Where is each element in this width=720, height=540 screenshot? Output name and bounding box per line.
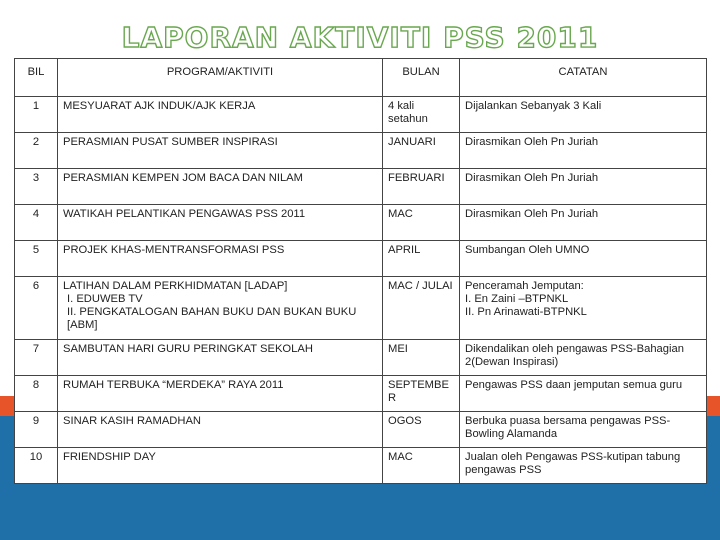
cell-bil: 4 xyxy=(15,205,58,241)
cell-catatan: Dikendalikan oleh pengawas PSS-Bahagian 2(Dewan Inspirasi) xyxy=(460,340,707,376)
table-row xyxy=(15,97,707,133)
cell-program: MESYUARAT AJK INDUK/AJK KERJA xyxy=(58,97,383,133)
cell-program: PROJEK KHAS-MENTRANSFORMASI PSS xyxy=(58,241,383,277)
cell-bil: 7 xyxy=(15,340,58,376)
header-bil: BIL xyxy=(15,59,58,97)
cell-bulan: SEPTEMBER xyxy=(383,376,460,412)
cell-bil: 8 xyxy=(15,376,58,412)
cell-catatan: Berbuka puasa bersama pengawas PSS-Bowling Alamanda xyxy=(460,412,707,448)
catatan-sub-item: II. Pn Arinawati-BTPNKL xyxy=(465,306,587,318)
table-row xyxy=(15,412,707,448)
cell-program: PERASMIAN PUSAT SUMBER INSPIRASI xyxy=(58,133,383,169)
cell-program: PERASMIAN KEMPEN JOM BACA DAN NILAM xyxy=(58,169,383,205)
cell-bil: 9 xyxy=(15,412,58,448)
activity-report-table xyxy=(14,58,707,484)
slide-title: LAPORAN AKTIVITI PSS 2011 xyxy=(121,21,599,54)
cell-bulan: MAC xyxy=(383,448,460,484)
cell-catatan: Dijalankan Sebanyak 3 Kali xyxy=(460,97,707,133)
cell-catatan xyxy=(460,277,707,340)
cell-bulan: 4 kali setahun xyxy=(383,97,460,133)
cell-bulan: APRIL xyxy=(383,241,460,277)
cell-program xyxy=(58,277,383,340)
table-row xyxy=(15,241,707,277)
cell-catatan: Pengawas PSS daan jemputan semua guru xyxy=(460,376,707,412)
program-main-label: LATIHAN DALAM PERKHIDMATAN [LADAP] xyxy=(63,280,288,292)
cell-program: WATIKAH PELANTIKAN PENGAWAS PSS 2011 xyxy=(58,205,383,241)
cell-bil: 2 xyxy=(15,133,58,169)
table-row xyxy=(15,277,707,340)
cell-bil: 5 xyxy=(15,241,58,277)
cell-program: SAMBUTAN HARI GURU PERINGKAT SEKOLAH xyxy=(58,340,383,376)
header-program: PROGRAM/AKTIVITI xyxy=(58,59,383,97)
catatan-sub-item: I. En Zaini –BTPNKL xyxy=(465,293,569,305)
header-catatan: CATATAN xyxy=(460,59,707,97)
cell-bulan: OGOS xyxy=(383,412,460,448)
cell-program: SINAR KASIH RAMADHAN xyxy=(58,412,383,448)
table-row xyxy=(15,169,707,205)
table-row xyxy=(15,133,707,169)
table-header-row xyxy=(15,59,707,97)
cell-program: FRIENDSHIP DAY xyxy=(58,448,383,484)
cell-program: RUMAH TERBUKA “MERDEKA” RAYA 2011 xyxy=(58,376,383,412)
cell-catatan: Jualan oleh Pengawas PSS-kutipan tabung pengawas PSS xyxy=(460,448,707,484)
cell-bulan: MAC / JULAI xyxy=(383,277,460,340)
cell-catatan: Sumbangan Oleh UMNO xyxy=(460,241,707,277)
cell-bil: 3 xyxy=(15,169,58,205)
cell-catatan: Dirasmikan Oleh Pn Juriah xyxy=(460,133,707,169)
cell-bulan: MEI xyxy=(383,340,460,376)
table-row xyxy=(15,376,707,412)
cell-catatan: Dirasmikan Oleh Pn Juriah xyxy=(460,205,707,241)
table-row xyxy=(15,448,707,484)
program-sub-item: II. PENGKATALOGAN BAHAN BUKU DAN BUKAN BUKU [ABM] xyxy=(67,306,357,331)
cell-bulan: MAC xyxy=(383,205,460,241)
table-row xyxy=(15,340,707,376)
cell-bil: 10 xyxy=(15,448,58,484)
cell-bulan: JANUARI xyxy=(383,133,460,169)
cell-bulan: FEBRUARI xyxy=(383,169,460,205)
table-row xyxy=(15,205,707,241)
header-bulan: BULAN xyxy=(383,59,460,97)
program-sub-item: I. EDUWEB TV xyxy=(67,293,143,305)
catatan-main-label: Penceramah Jemputan: xyxy=(465,280,584,292)
cell-bil: 6 xyxy=(15,277,58,340)
cell-bil: 1 xyxy=(15,97,58,133)
cell-catatan: Dirasmikan Oleh Pn Juriah xyxy=(460,169,707,205)
